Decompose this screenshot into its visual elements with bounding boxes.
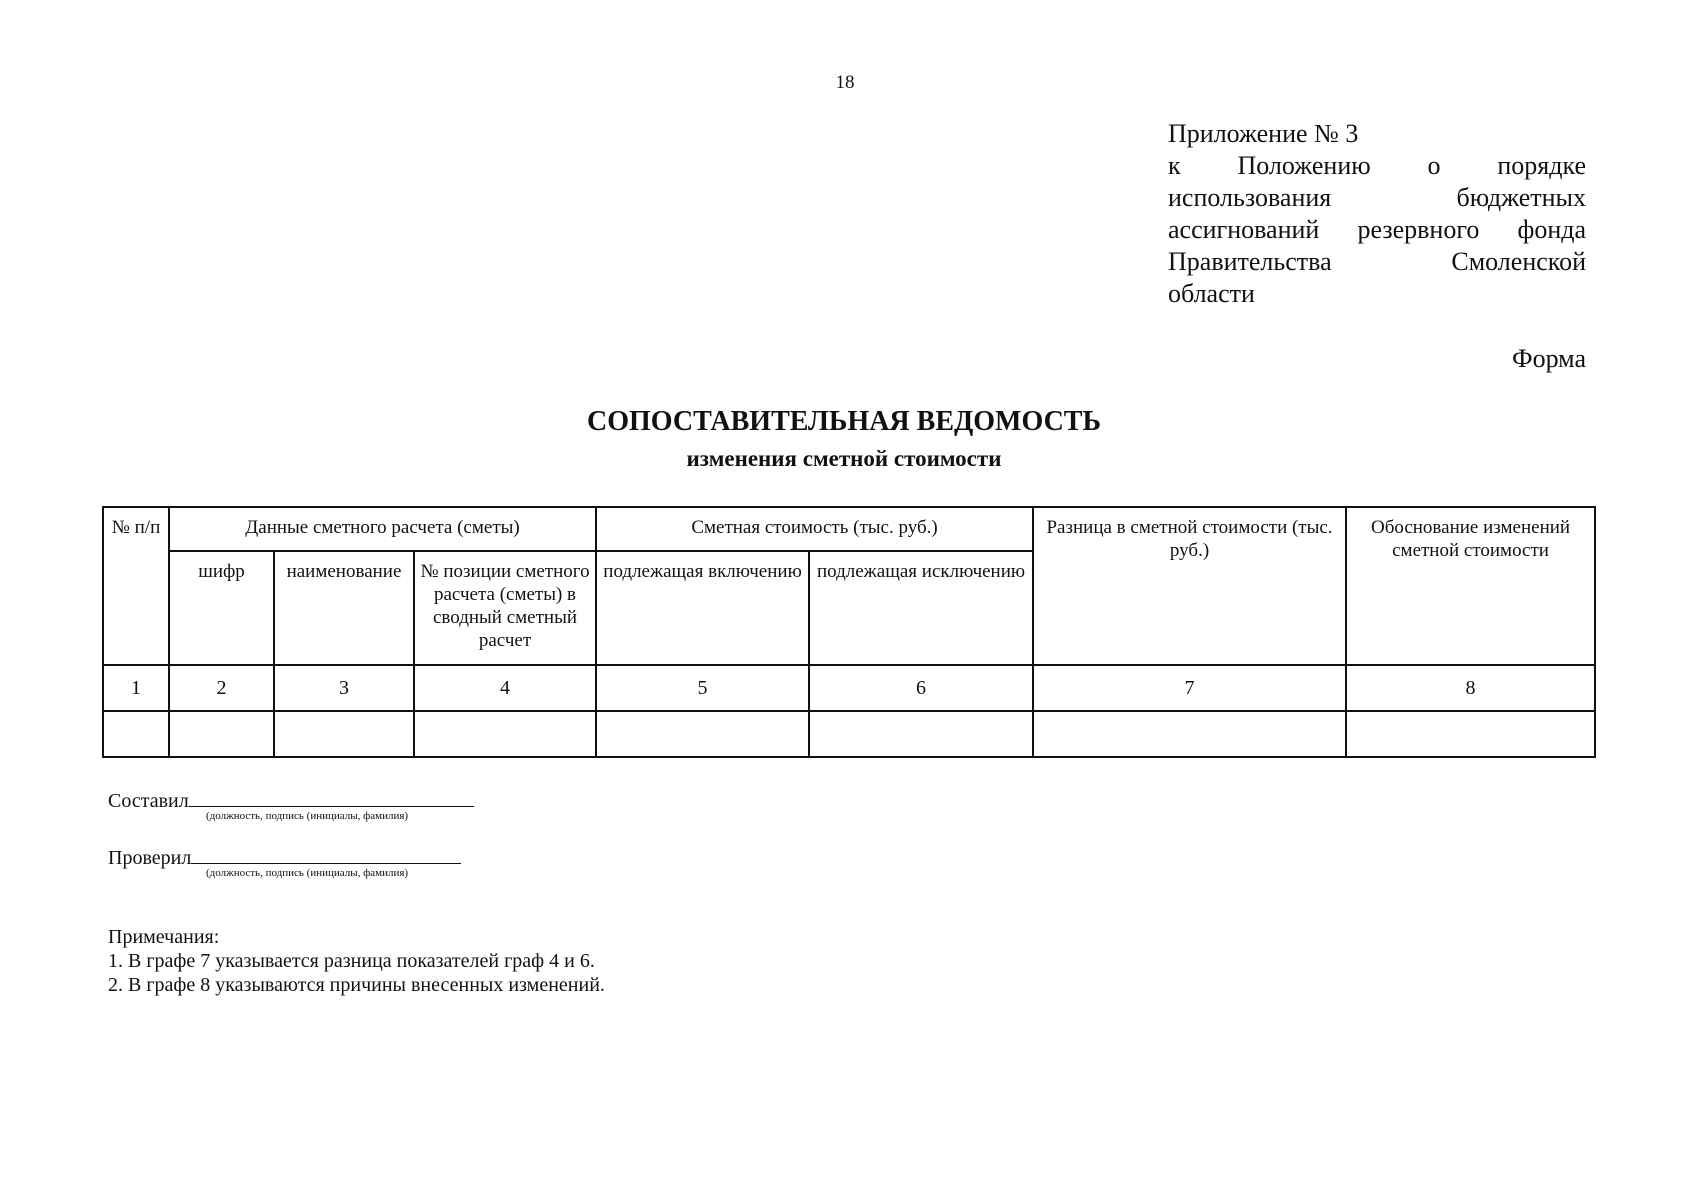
column-number-cell: 1 <box>103 665 169 711</box>
subheader-position: № позиции сметного расчета (сметы) в сводный сметный расчет <box>414 551 596 665</box>
column-number-cell: 7 <box>1033 665 1346 711</box>
table-header-row <box>103 507 1595 551</box>
empty-cell <box>1033 711 1346 757</box>
appendix-line-5: Правительства Смоленской <box>1168 247 1586 276</box>
composed-by-signature <box>108 786 474 822</box>
header-estimate-data: Данные сметного расчета (сметы) <box>169 507 596 551</box>
appendix-line-6: области <box>1168 279 1255 308</box>
empty-cell <box>809 711 1033 757</box>
empty-cell <box>103 711 169 757</box>
composed-by-hint: (должность, подпись (инициалы, фамилия) <box>206 810 409 822</box>
column-number-cell: 2 <box>169 665 274 711</box>
header-change-justification: Обоснование изменений сметной стоимости <box>1346 507 1595 665</box>
notes-block <box>108 925 605 997</box>
appendix-line-1: Приложение № 3 <box>1168 119 1359 148</box>
empty-cell <box>1346 711 1595 757</box>
column-number-cell: 8 <box>1346 665 1595 711</box>
column-number-cell: 3 <box>274 665 414 711</box>
checked-by-hint: (должность, подпись (инициалы, фамилия) <box>206 867 409 879</box>
checked-by-signature <box>108 843 461 879</box>
header-cost-difference: Разница в сметной стоимости (тыс. руб.) <box>1033 507 1346 665</box>
document-subtitle: изменения сметной стоимости <box>686 446 1002 471</box>
empty-cell <box>596 711 809 757</box>
subheader-include: подлежащая включению <box>596 551 809 665</box>
table-empty-row <box>103 711 1595 757</box>
note-item: 1. В графе 7 указывается разница показателей граф 4 и 6. <box>108 950 595 972</box>
appendix-line-3: использования бюджетных <box>1168 183 1586 212</box>
page-number: 18 <box>835 72 855 93</box>
composed-by-label: Составил <box>108 790 189 812</box>
column-number-cell: 5 <box>596 665 809 711</box>
composed-by-line <box>189 786 474 807</box>
appendix-block <box>1168 118 1586 310</box>
note-item: 2. В графе 8 указываются причины внесенных изменений. <box>108 974 605 996</box>
table-column-numbers-row <box>103 665 1595 711</box>
form-label: Форма <box>1512 344 1586 373</box>
empty-cell <box>169 711 274 757</box>
column-number-cell: 4 <box>414 665 596 711</box>
subheader-code: шифр <box>169 551 274 665</box>
notes-heading: Примечания: <box>108 926 220 948</box>
checked-by-label: Проверил <box>108 847 192 869</box>
empty-cell <box>274 711 414 757</box>
checked-by-line <box>191 843 461 864</box>
document-title: СОПОСТАВИТЕЛЬНАЯ ВЕДОМОСТЬ <box>586 406 1101 437</box>
appendix-line-2: к Положению о порядке <box>1168 151 1586 180</box>
header-estimate-cost: Сметная стоимость (тыс. руб.) <box>596 507 1033 551</box>
subheader-exclude: подлежащая исключению <box>809 551 1033 665</box>
comparison-table <box>102 506 1596 758</box>
column-number-cell: 6 <box>809 665 1033 711</box>
empty-cell <box>414 711 596 757</box>
header-number: № п/п <box>103 507 169 665</box>
subheader-name: наименование <box>274 551 414 665</box>
appendix-line-4: ассигнований резервного фонда <box>1168 215 1586 244</box>
